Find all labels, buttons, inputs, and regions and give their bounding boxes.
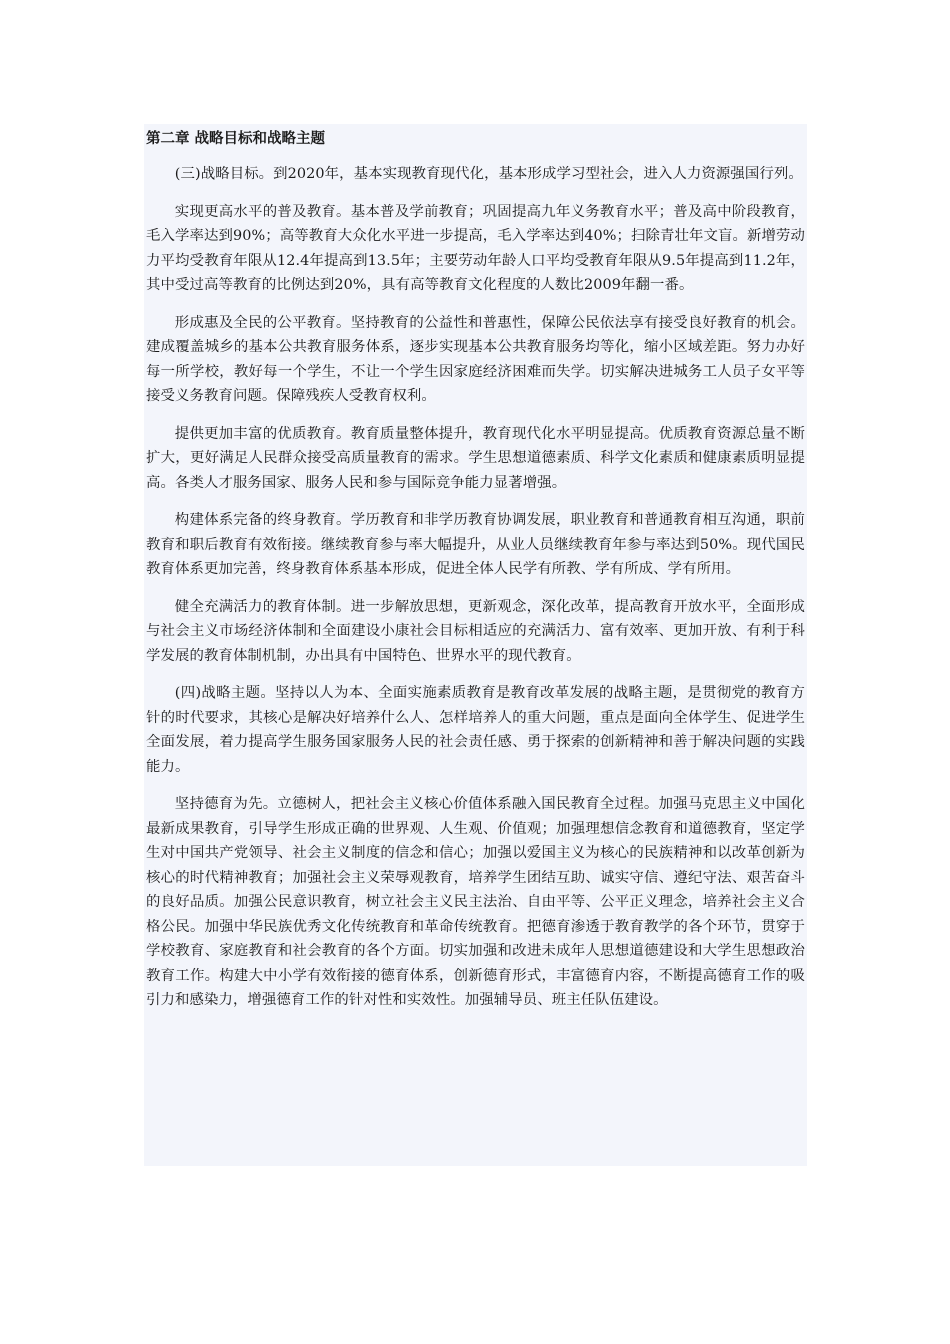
paragraph-strategic-goals: (三)战略目标。到2020年，基本实现教育现代化，基本形成学习型社会，进入人力资源强国行列。 [174, 166, 803, 182]
paragraph-strategic-theme: (四)战略主题。坚持以人为本、全面实施素质教育是教育改革发展的战略主题，是贯彻党的教育方针的时代要求，其核心是解决好培养什么人、怎样培养人的重大问题，重点是面向全体学生、促进学生全面发展，着力提高学生服务国家服务人民的社会责任感、勇于探索的创新精神和善于解决问题的实践能力。 [146, 685, 805, 775]
paragraph-fair-education: 形成惠及全民的公平教育。坚持教育的公益性和普惠性，保障公民依法享有接受良好教育的机会。建成覆盖城乡的基本公共教育服务体系，逐步实现基本公共教育服务均等化，缩小区域差距。努力办好每一所学校，教好每一个学生，不让一个学生因家庭经济困难而失学。切实解决进城务工人员子女平等接受义务教育问题。保障残疾人受教育权利。 [146, 314, 805, 404]
paragraph-education-system: 健全充满活力的教育体制。进一步解放思想，更新观念，深化改革，提高教育开放水平，全面形成与社会主义市场经济体制和全面建设小康社会目标相适应的充满活力、富有效率、更加开放、有利于科学发展的教育体制机制，办出具有中国特色、世界水平的现代教育。 [146, 598, 805, 664]
paragraph-universal-education: 实现更高水平的普及教育。基本普及学前教育；巩固提高九年义务教育水平；普及高中阶段教育，毛入学率达到90%；高等教育大众化水平进一步提高，毛入学率达到40%；扫除青壮年文盲。新增劳动力平均受教育年限从12.4年提高到13.5年；主要劳动年龄人口平均受教育年限从9.5年提高到11.2年，其中受过高等教育的比例达到20%，具有高等教育文化程度的人数比2009年翻一番。 [146, 203, 805, 293]
chapter-title: 第二章 战略目标和战略主题 [146, 131, 326, 147]
paragraph-quality-education: 提供更加丰富的优质教育。教育质量整体提升，教育现代化水平明显提高。优质教育资源总量不断扩大，更好满足人民群众接受高质量教育的需求。学生思想道德素质、科学文化素质和健康素质明显提高。各类人才服务国家、服务人民和参与国际竞争能力显著增强。 [146, 425, 805, 491]
paragraph-moral-education: 坚持德育为先。立德树人，把社会主义核心价值体系融入国民教育全过程。加强马克思主义中国化最新成果教育，引导学生形成正确的世界观、人生观、价值观；加强理想信念教育和道德教育，坚定学生对中国共产党领导、社会主义制度的信念和信心；加强以爱国主义为核心的民族精神和以改革创新为核心的时代精神教育；加强社会主义荣辱观教育，培养学生团结互助、诚实守信、遵纪守法、艰苦奋斗的良好品质。加强公民意识教育，树立社会主义民主法治、自由平等、公平正义理念，培养社会主义合格公民。加强中华民族优秀文化传统教育和革命传统教育。把德育渗透于教育教学的各个环节，贯穿于学校教育、家庭教育和社会教育的各个方面。切实加强和改进未成年人思想道德建设和大学生思想政治教育工作。构建大中小学有效衔接的德育体系，创新德育形式，丰富德育内容，不断提高德育工作的吸引力和感染力，增强德育工作的针对性和实效性。加强辅导员、班主任队伍建设。 [146, 796, 805, 1008]
paragraph-lifelong-education: 构建体系完备的终身教育。学历教育和非学历教育协调发展，职业教育和普通教育相互沟通，职前教育和职后教育有效衔接。继续教育参与率大幅提升，从业人员继续教育年参与率达到50%。现代国民教育体系更加完善，终身教育体系基本形成，促进全体人民学有所教、学有所成、学有所用。 [146, 512, 805, 577]
document-body [144, 124, 807, 1166]
